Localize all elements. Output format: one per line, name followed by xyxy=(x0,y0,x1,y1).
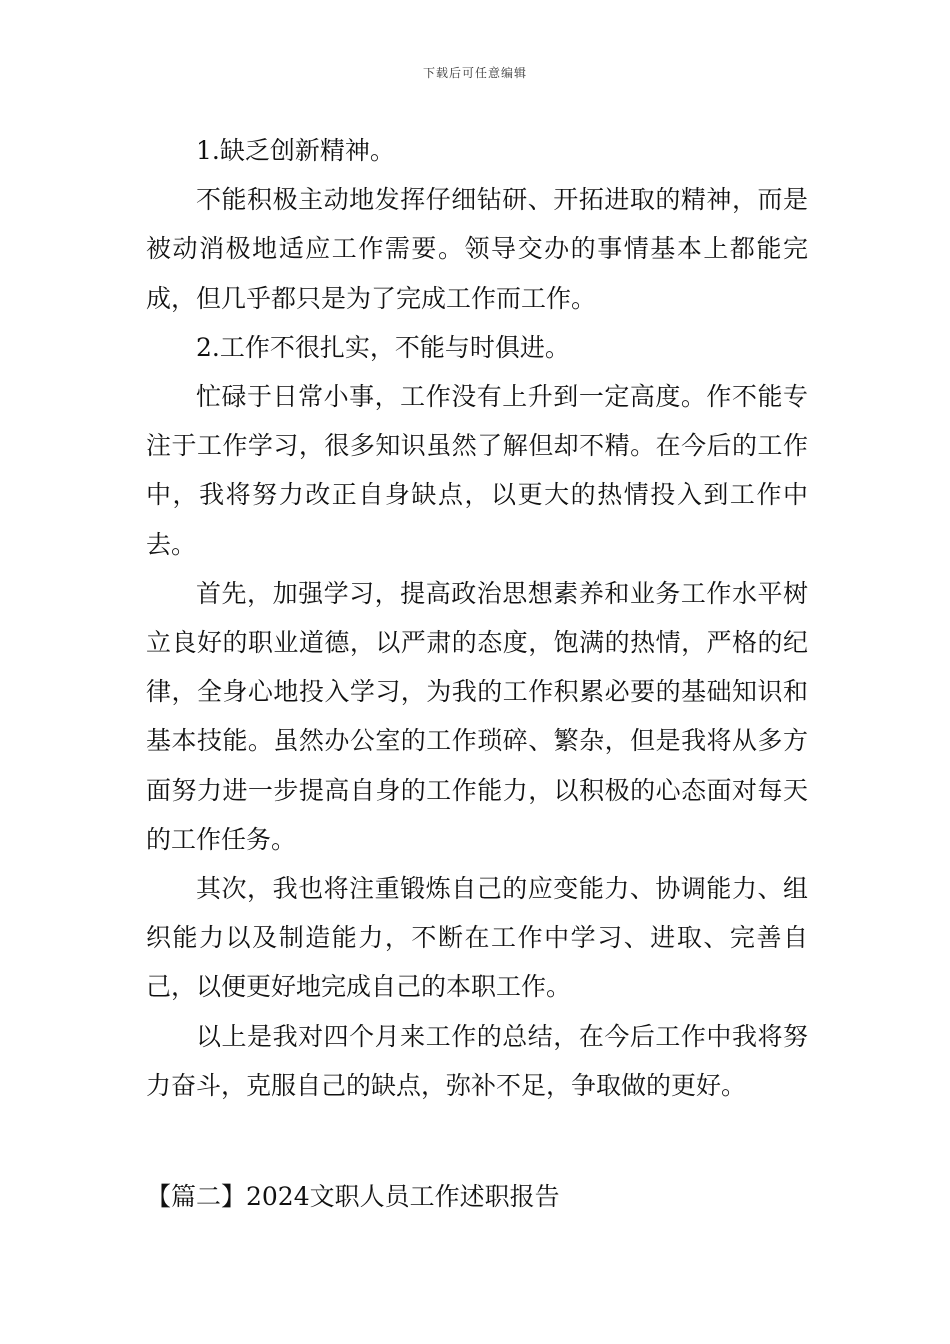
section-title: 【篇二】2024文职人员工作述职报告 xyxy=(146,1182,560,1211)
paragraph-7: 以上是我对四个月来工作的总结，在今后工作中我将努力奋斗，克服自己的缺点，弥补不足，争取做的更好。 xyxy=(146,1021,808,1100)
paragraph-2: 不能积极主动地发挥仔细钻研、开拓进取的精神，而是被动消极地适应工作需要。领导交办的事情基本上都能完成，但几乎都只是为了完成工作而工作。 xyxy=(146,185,808,313)
paragraph-3: 2.工作不很扎实，不能与时俱进。 xyxy=(196,332,570,362)
document-body xyxy=(146,126,808,1110)
paragraph-4: 忙碌于日常小事，工作没有上升到一定高度。作不能专注于工作学习，很多知识虽然了解但却不精。在今后的工作中，我将努力改正自身缺点，以更大的热情投入到工作中去。 xyxy=(146,382,808,559)
paragraph-6: 其次，我也将注重锻炼自己的应变能力、协调能力、组织能力以及制造能力，不断在工作中学习、进取、完善自己，以便更好地完成自己的本职工作。 xyxy=(146,874,808,1002)
paragraph-5: 首先，加强学习，提高政治思想素养和业务工作水平树立良好的职业道德，以严肃的态度，饱满的热情，严格的纪律，全身心地投入学习，为我的工作积累必要的基础知识和基本技能。虽然办公室的工作琐碎、繁杂，但是我将从多方面努力进一步提高自身的工作能力，以积极的心态面对每天的工作任务。 xyxy=(146,578,808,854)
page-header: 下载后可任意编辑 xyxy=(422,66,527,80)
paragraph-1: 1.缺乏创新精神。 xyxy=(196,136,395,165)
